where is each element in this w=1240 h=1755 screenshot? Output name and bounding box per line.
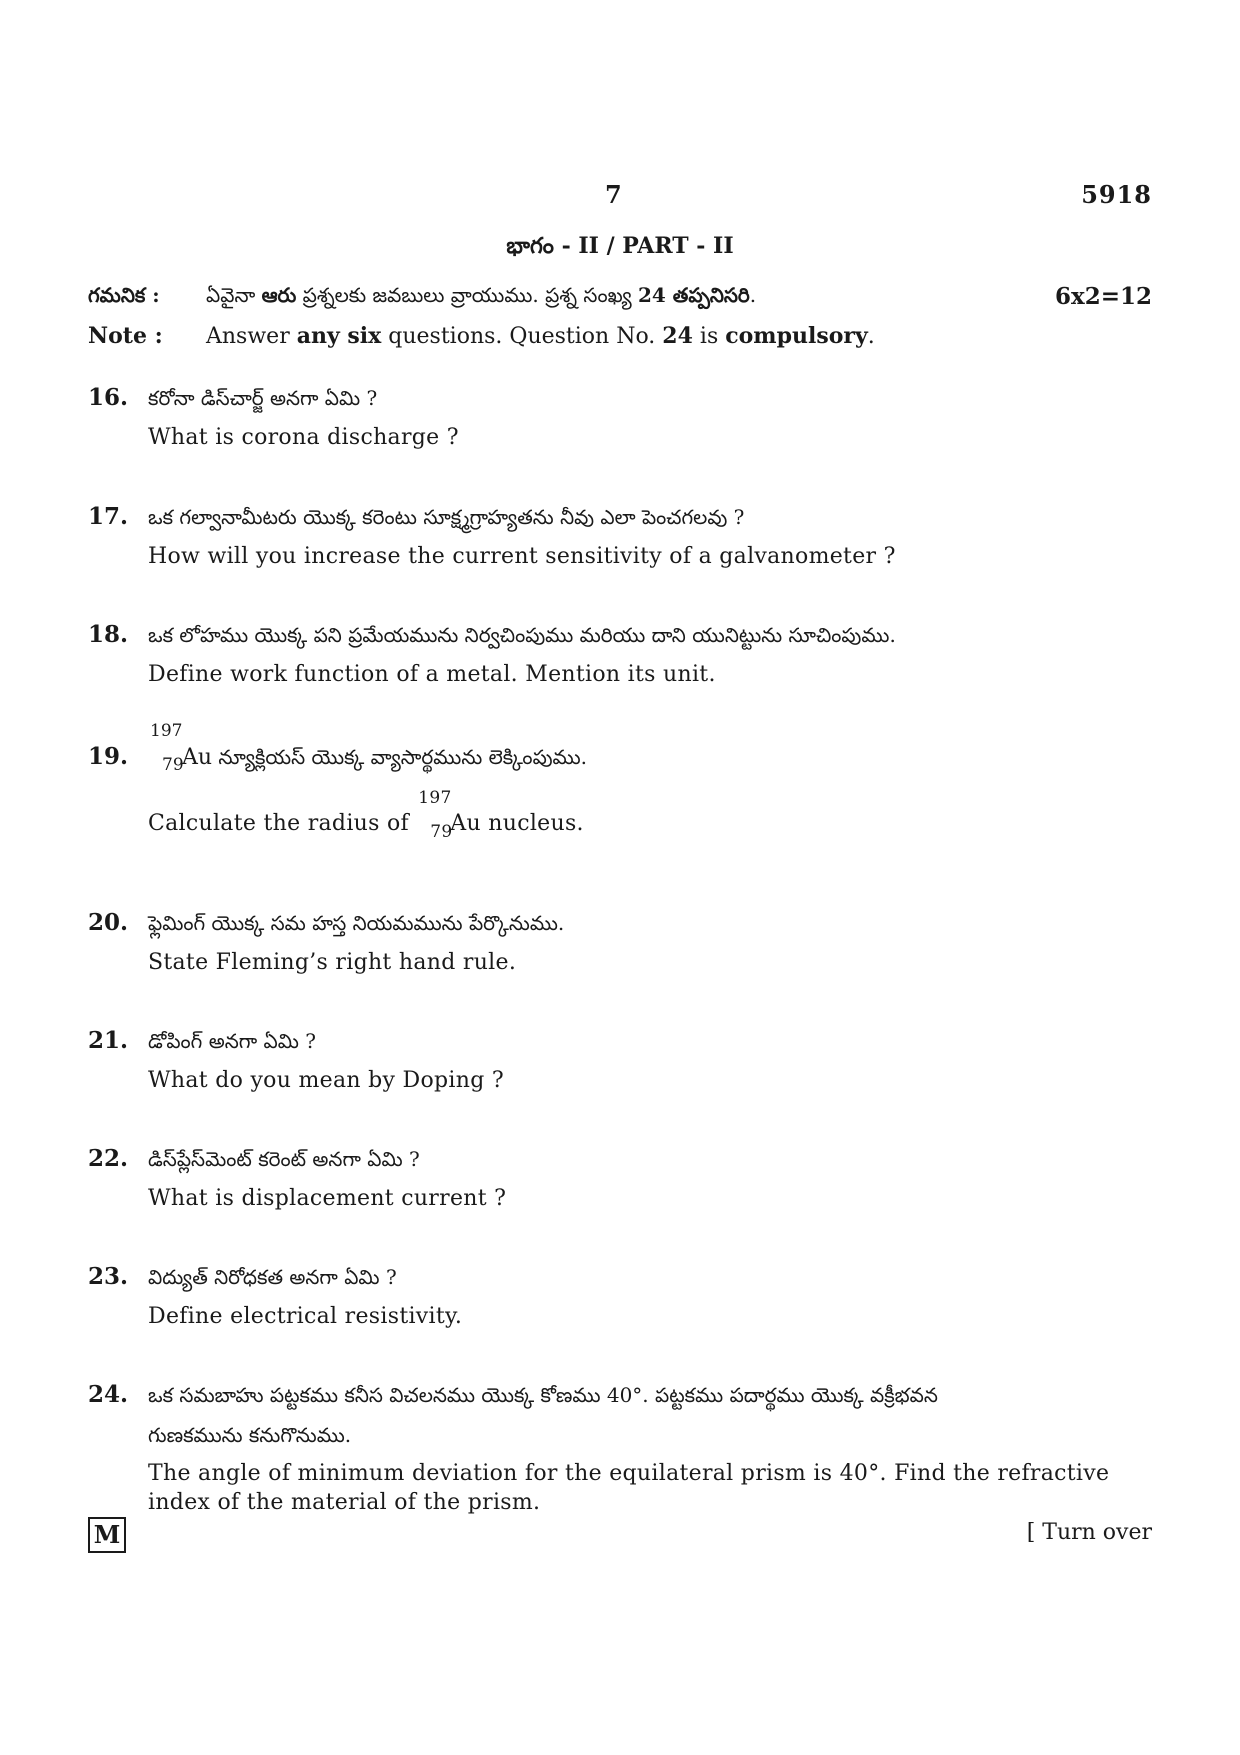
question-number: 20. bbox=[88, 909, 129, 936]
question-19 bbox=[88, 721, 1152, 844]
question-number: 23. bbox=[88, 1263, 129, 1290]
question-number: 16. bbox=[88, 384, 129, 411]
question-english: State Fleming’s right hand rule. bbox=[148, 950, 517, 975]
note-english-label: Note : bbox=[88, 323, 163, 349]
paper-code: 5918 bbox=[1081, 180, 1152, 209]
turn-over-label: [ Turn over bbox=[1026, 1520, 1152, 1545]
question-english: What do you mean by Doping ? bbox=[148, 1068, 504, 1093]
nuclide-notation: 197 79 bbox=[150, 721, 184, 775]
question-17 bbox=[88, 497, 1152, 577]
note-english bbox=[88, 323, 1152, 349]
question-english-line-1: The angle of minimum deviation for the equilateral prism is 40°. Find the refractive bbox=[148, 1461, 1110, 1486]
question-telugu-line-1: ఒక సమబాహు పట్టకము కనీస విచలనము యొక్క కోణము 40°. పట్టకము పదార్థము యొక్క వక్రీభవన bbox=[148, 1383, 938, 1407]
question-telugu: డిస్‌ప్లేస్‌మెంట్ కరెంట్ అనగా ఏమి ? bbox=[148, 1147, 420, 1171]
question-number: 17. bbox=[88, 503, 129, 530]
note-telugu-label: గమనిక : bbox=[88, 283, 160, 307]
question-telugu: ఫ్లెమింగ్ యొక్క సమ హస్త నియమమును పేర్కొనుము. bbox=[148, 911, 565, 935]
medium-box-label: M bbox=[88, 1517, 126, 1553]
question-english: What is corona discharge ? bbox=[148, 425, 459, 450]
question-24 bbox=[88, 1375, 1152, 1517]
question-english-line-2: index of the material of the prism. bbox=[148, 1490, 541, 1515]
question-number: 18. bbox=[88, 621, 129, 648]
question-telugu: డోపింగ్ అనగా ఏమి ? bbox=[148, 1029, 316, 1053]
question-telugu: 197 79 Au న్యూక్లియస్ యొక్క వ్యాసార్థమును లెక్కింపుము. bbox=[150, 721, 587, 775]
marks-allocation: 6x2=12 bbox=[1055, 283, 1152, 310]
question-english: Define electrical resistivity. bbox=[148, 1304, 463, 1329]
note-telugu bbox=[88, 283, 1152, 312]
question-english: Define work function of a metal. Mention its unit. bbox=[148, 662, 716, 687]
question-english: Calculate the radius of 197 79 Au nucleus. bbox=[148, 788, 584, 842]
question-number: 24. bbox=[88, 1381, 129, 1408]
question-english: How will you increase the current sensitivity of a galvanometer ? bbox=[148, 544, 896, 569]
question-number: 22. bbox=[88, 1145, 129, 1172]
question-23 bbox=[88, 1257, 1152, 1337]
note-english-text: Answer any six questions. Question No. 24 is compulsory. bbox=[206, 323, 875, 349]
question-telugu: ఒక లోహము యొక్క పని ప్రమేయమును నిర్వచింపుము మరియు దాని యునిట్టును సూచింపుము. bbox=[148, 623, 896, 647]
question-16 bbox=[88, 378, 1152, 458]
question-english: What is displacement current ? bbox=[148, 1186, 507, 1211]
question-telugu-line-2: గుణకమును కనుగొనుము. bbox=[148, 1423, 352, 1447]
question-18 bbox=[88, 615, 1152, 695]
question-20 bbox=[88, 903, 1152, 983]
question-21 bbox=[88, 1021, 1152, 1101]
note-telugu-text: ఏవైనా ఆరు ప్రశ్నలకు జవబులు వ్రాయుము. ప్రశ్న సంఖ్య 24 తప్పనిసరి. bbox=[206, 283, 757, 307]
question-telugu: ఒక గల్వానామీటరు యొక్క కరెంటు సూక్ష్మగ్రాహ్యతను నీవు ఎలా పెంచగలవు ? bbox=[148, 505, 745, 529]
nuclide-notation: 197 79 bbox=[418, 788, 453, 842]
question-telugu: విద్యుత్ నిరోధకత అనగా ఏమి ? bbox=[148, 1265, 397, 1289]
question-22 bbox=[88, 1139, 1152, 1219]
page-number: 7 bbox=[605, 180, 622, 209]
question-number: 19. bbox=[88, 743, 129, 770]
question-telugu: కరోనా డిస్‌చార్జ్ అనగా ఏమి ? bbox=[148, 386, 378, 410]
part-title: భాగం - II / PART - II bbox=[506, 233, 734, 259]
question-number: 21. bbox=[88, 1027, 129, 1054]
